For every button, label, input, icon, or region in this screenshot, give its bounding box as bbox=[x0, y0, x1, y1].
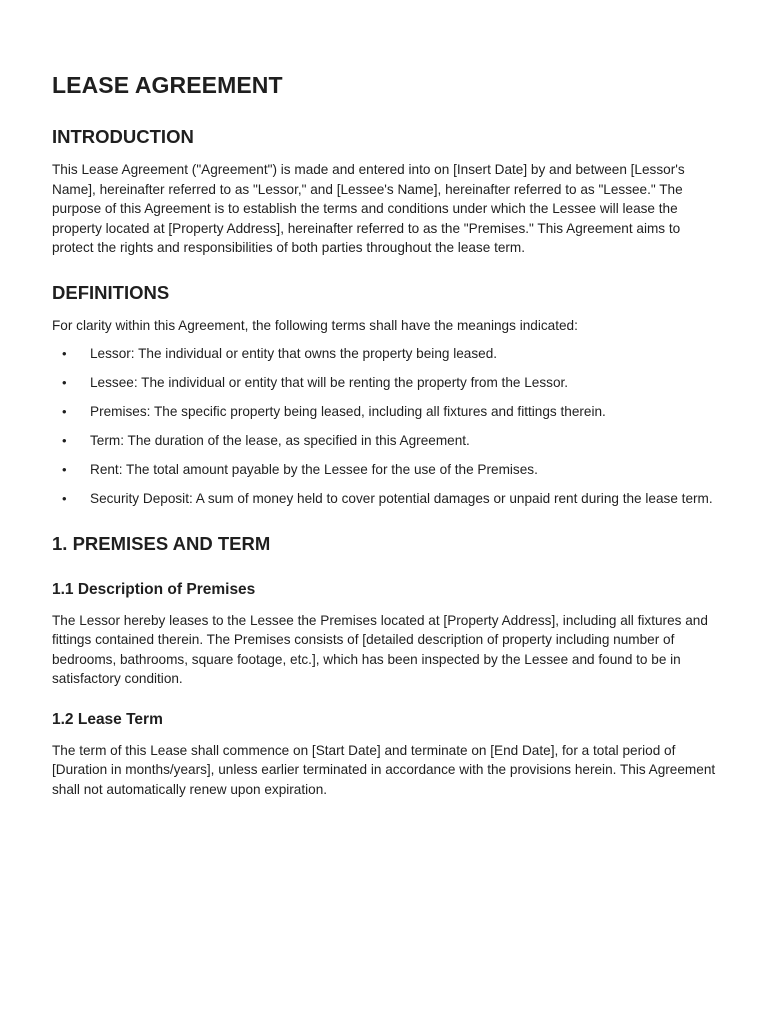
lease-term-body: The term of this Lease shall commence on [Start Date] and terminate on [End Date], for a total period of [Duration in months/years], unless earlier terminated in accordance with the provisions herein. This Agreement shall not automatically renew upon expiration. bbox=[52, 742, 716, 797]
lease-term-heading: 1.2 Lease Term bbox=[52, 710, 163, 728]
description-of-premises-heading: 1.1 Description of Premises bbox=[52, 580, 256, 598]
definition-text: Lessee: The individual or entity that will be renting the property from the Lessor. bbox=[90, 375, 569, 390]
definition-item-rent bbox=[52, 460, 718, 480]
bullet-icon: • bbox=[62, 346, 67, 361]
bullet-icon: • bbox=[62, 433, 67, 448]
bullet-icon: • bbox=[62, 462, 67, 477]
definition-item-premises bbox=[52, 402, 718, 422]
definition-item-security-deposit bbox=[52, 489, 718, 509]
bullet-icon: • bbox=[62, 404, 67, 419]
definition-item-lessor bbox=[52, 344, 718, 364]
definitions-section bbox=[52, 280, 718, 509]
definition-text: Lessor: The individual or entity that owns the property being leased. bbox=[90, 346, 498, 361]
premises-and-term-section bbox=[52, 531, 718, 800]
description-of-premises-body: The Lessor hereby leases to the Lessee the Premises located at [Property Address], including all fixtures and fittings contained therein. The Premises consists of [detailed description of property including number of bedrooms, bathrooms, square footage, etc.], which has been inspected by the Lessee and found to be in satisfactory condition. bbox=[52, 612, 708, 686]
definitions-lead: For clarity within this Agreement, the following terms shall have the meanings indicated: bbox=[52, 317, 578, 333]
definition-text: Term: The duration of the lease, as specified in this Agreement. bbox=[90, 433, 470, 448]
introduction-section bbox=[52, 124, 718, 258]
definitions-heading: DEFINITIONS bbox=[52, 281, 170, 303]
bullet-icon: • bbox=[62, 375, 67, 390]
definition-item-term bbox=[52, 431, 718, 451]
lease-term-subsection bbox=[52, 709, 718, 800]
definition-text: Premises: The specific property being leased, including all fixtures and fittings therein. bbox=[90, 404, 606, 419]
introduction-body: This Lease Agreement ("Agreement") is made and entered into on [Insert Date] by and between [Lessor's Name], hereinafter referred to as "Lessor," and [Lessee's Name], hereinafter referred to as "Lessee." The purpose of this Agreement is to establish the terms and conditions under which the Lessee will lease the property located at [Property Address], hereinafter referred to as the "Premises." This Agreement aims to protect the rights and responsibilities of both parties throughout the lease term. bbox=[52, 162, 685, 255]
document-title: LEASE AGREEMENT bbox=[52, 72, 283, 98]
definition-text: Security Deposit: A sum of money held to cover potential damages or unpaid rent during the lease term. bbox=[90, 491, 713, 506]
description-of-premises-subsection bbox=[52, 579, 718, 689]
definition-text: Rent: The total amount payable by the Lessee for the use of the Premises. bbox=[90, 462, 538, 477]
definition-item-lessee bbox=[52, 373, 718, 393]
premises-and-term-heading: 1. PREMISES AND TERM bbox=[52, 532, 271, 554]
introduction-heading: INTRODUCTION bbox=[52, 126, 194, 147]
bullet-icon: • bbox=[62, 491, 67, 506]
definitions-list bbox=[52, 344, 718, 509]
